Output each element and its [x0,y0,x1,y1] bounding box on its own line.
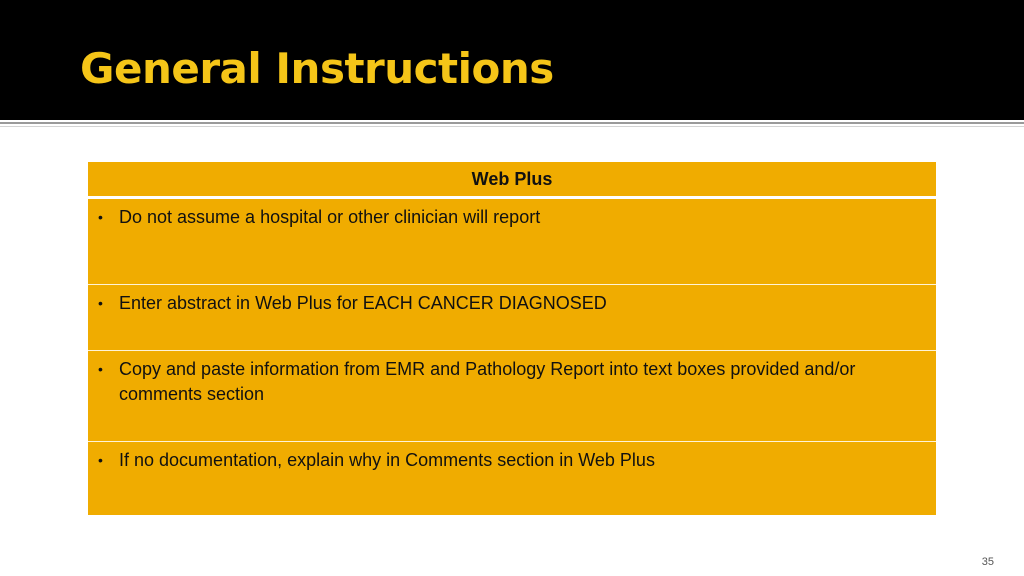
title-bar [0,0,1024,120]
table-row [88,285,936,351]
table-row [88,199,936,285]
row-text: Do not assume a hospital or other clinician will report [119,207,541,227]
title-divider [0,122,1024,124]
bullet-icon: • [98,209,103,225]
page-number: 35 [981,556,994,568]
row-text: Copy and paste information from EMR and Pathology Report into text boxes provided and/or comments section [119,359,856,404]
bullet-icon: • [98,452,103,468]
bullet-icon: • [98,295,103,311]
table-row [88,442,936,515]
title-divider-secondary [0,126,1024,127]
slide-title: General Instructions [80,44,554,93]
table-row [88,351,936,442]
row-text: Enter abstract in Web Plus for EACH CANCER DIAGNOSED [119,293,607,313]
instructions-table [88,162,936,515]
table-header: Web Plus [88,162,936,199]
bullet-icon: • [98,361,103,377]
row-text: If no documentation, explain why in Comments section in Web Plus [119,450,655,470]
